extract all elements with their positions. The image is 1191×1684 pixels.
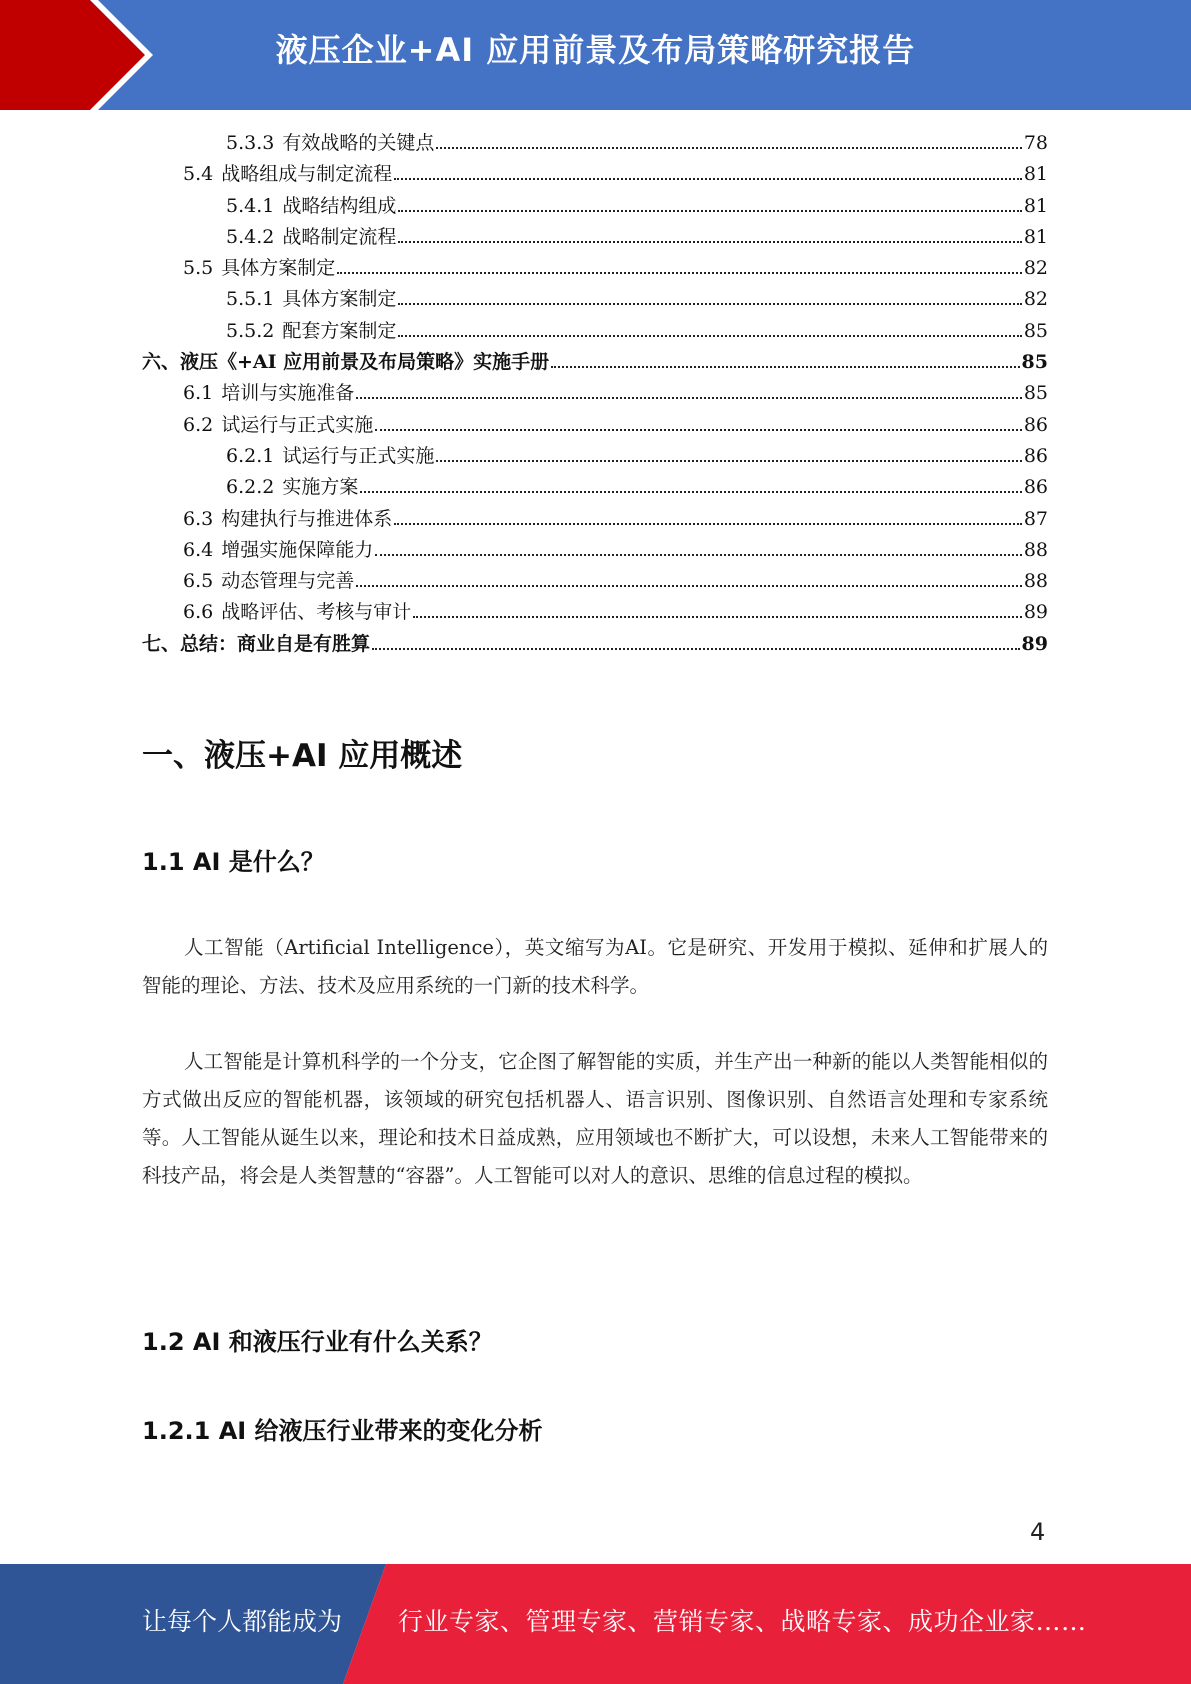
toc-entry-title: 配套方案制定 <box>282 319 397 342</box>
toc-dot-leader <box>360 491 1021 493</box>
toc-entry-title: 七、总结：商业自是有胜算 <box>142 632 371 655</box>
toc-entry-page: 82 <box>1023 257 1048 280</box>
toc-dot-leader <box>372 648 1020 650</box>
toc-entry-title: 实施方案 <box>282 476 359 499</box>
toc-entry-title: 动态管理与完善 <box>221 570 355 593</box>
toc-entry-title: 战略评估、考核与审计 <box>221 601 412 624</box>
toc-entry-number: 5.4 <box>183 163 214 186</box>
page-number: 4 <box>1030 1518 1046 1546</box>
toc-entry-page: 85 <box>1021 351 1048 374</box>
toc-entry[interactable] <box>142 191 1048 222</box>
toc-entry-title: 试运行与正式实施 <box>282 444 435 467</box>
toc-dot-leader <box>436 147 1021 149</box>
toc-entry[interactable] <box>142 253 1048 284</box>
toc-entry[interactable] <box>142 128 1048 159</box>
toc-entry-title: 战略结构组成 <box>282 194 397 217</box>
toc-dot-leader <box>337 272 1022 274</box>
toc-dot-leader <box>398 303 1021 305</box>
toc-entry[interactable] <box>142 472 1048 503</box>
toc-entry[interactable] <box>142 566 1048 597</box>
toc-dot-leader <box>551 366 1019 368</box>
toc-entry[interactable] <box>142 597 1048 628</box>
toc-entry-number: 6.6 <box>183 601 214 624</box>
toc-entry-number: 6.2.1 <box>226 444 275 467</box>
toc-entry[interactable] <box>142 284 1048 315</box>
paragraph-ai-definition: 人工智能（Artificial Intelligence），英文缩写为AI。它是研究、开发用于模拟、延伸和扩展人的智能的理论、方法、技术及应用系统的一门新的技术科学。 <box>142 936 1048 997</box>
toc-entry-page: 88 <box>1023 538 1048 561</box>
toc-entry-number: 6.2.2 <box>226 476 275 499</box>
toc-entry-title: 具体方案制定 <box>282 288 397 311</box>
toc-entry-number: 6.1 <box>183 382 214 405</box>
report-title: 液压企业+AI 应用前景及布局策略研究报告 <box>275 31 916 69</box>
toc-entry-page: 87 <box>1023 507 1048 530</box>
toc-dot-leader <box>394 523 1022 525</box>
subsection-heading-1-2-1: 1.2.1 AI 给液压行业带来的变化分析 <box>142 1417 543 1445</box>
toc-dot-leader <box>413 616 1022 618</box>
toc-dot-leader <box>356 585 1022 587</box>
toc-entry[interactable] <box>142 441 1048 472</box>
toc-entry-page: 78 <box>1023 132 1048 154</box>
toc-entry-title: 具体方案制定 <box>221 257 336 280</box>
toc-entry-number: 6.5 <box>183 570 214 593</box>
subsection-heading-1-1: 1.1 AI 是什么？ <box>142 848 325 876</box>
toc-entry-page: 85 <box>1023 382 1048 405</box>
section-heading: 一、液压+AI 应用概述 <box>142 738 463 774</box>
paragraph-ai-branch: 人工智能是计算机科学的一个分支，它企图了解智能的实质，并生产出一种新的能以人类智能相似的方式做出反应的智能机器，该领域的研究包括机器人、语言识别、图像识别、自然语言处理和专家系统等。人工智能从诞生以来，理论和技术日益成熟，应用领域也不断扩大，可以设想，未来人工智能带来的科技产品，将会是人类智慧的“容器”。人工智能可以对人的意识、思维的信息过程的模拟。 <box>142 1050 1048 1187</box>
toc-entry-page: 82 <box>1023 288 1048 311</box>
toc-entry-number: 6.2 <box>183 413 214 436</box>
table-of-contents <box>142 128 1048 660</box>
toc-entry-page: 81 <box>1023 225 1048 248</box>
toc-entry-number: 5.4.2 <box>226 225 275 248</box>
toc-dot-leader <box>398 335 1021 337</box>
toc-entry-number: 6.3 <box>183 507 214 530</box>
toc-entry[interactable] <box>142 222 1048 253</box>
toc-entry-title: 增强实施保障能力 <box>221 538 374 561</box>
toc-dot-leader <box>398 241 1021 243</box>
toc-entry-page: 85 <box>1023 319 1048 342</box>
toc-entry-title: 有效战略的关键点 <box>282 132 435 154</box>
toc-dot-leader <box>436 460 1021 462</box>
footer-slogan-left: 让每个人都能成为 <box>142 1607 343 1636</box>
toc-entry-page: 86 <box>1023 413 1048 436</box>
toc-entry-number: 6.4 <box>183 538 214 561</box>
toc-dot-leader <box>394 178 1022 180</box>
toc-dot-leader <box>375 554 1022 556</box>
toc-entry-title: 试运行与正式实施 <box>221 413 374 436</box>
toc-entry[interactable] <box>142 347 1048 378</box>
toc-entry[interactable] <box>142 410 1048 441</box>
toc-entry-page: 86 <box>1023 444 1048 467</box>
toc-entry-page: 89 <box>1021 632 1048 655</box>
toc-entry-title: 构建执行与推进体系 <box>221 507 393 530</box>
toc-entry[interactable] <box>142 316 1048 347</box>
page-footer <box>0 1564 1191 1684</box>
toc-entry-page: 81 <box>1023 163 1048 186</box>
toc-entry-page: 86 <box>1023 476 1048 499</box>
toc-entry-page: 81 <box>1023 194 1048 217</box>
footer-slogan-right: 行业专家、管理专家、营销专家、战略专家、成功企业家…… <box>398 1607 1087 1636</box>
toc-entry-number: 5.5 <box>183 257 214 280</box>
toc-dot-leader <box>356 397 1022 399</box>
toc-entry[interactable] <box>142 629 1048 660</box>
toc-entry[interactable] <box>142 378 1048 409</box>
toc-entry-number: 5.5.2 <box>226 319 275 342</box>
toc-entry-title: 战略组成与制定流程 <box>221 163 393 186</box>
toc-entry-page: 89 <box>1023 601 1048 624</box>
subsection-heading-1-2: 1.2 AI 和液压行业有什么关系？ <box>142 1328 493 1356</box>
toc-entry-number: 5.4.1 <box>226 194 275 217</box>
page-header <box>0 0 1191 110</box>
toc-entry-page: 88 <box>1023 570 1048 593</box>
toc-dot-leader <box>375 429 1022 431</box>
toc-entry[interactable] <box>142 535 1048 566</box>
toc-entry-number: 5.5.1 <box>226 288 275 311</box>
toc-entry-title: 培训与实施准备 <box>221 382 355 405</box>
toc-entry-title: 六、液压《+AI 应用前景及布局策略》实施手册 <box>142 351 550 374</box>
toc-entry[interactable] <box>142 159 1048 190</box>
toc-entry-number: 5.3.3 <box>226 132 275 154</box>
toc-dot-leader <box>398 210 1021 212</box>
toc-entry[interactable] <box>142 504 1048 535</box>
toc-entry-title: 战略制定流程 <box>282 225 397 248</box>
